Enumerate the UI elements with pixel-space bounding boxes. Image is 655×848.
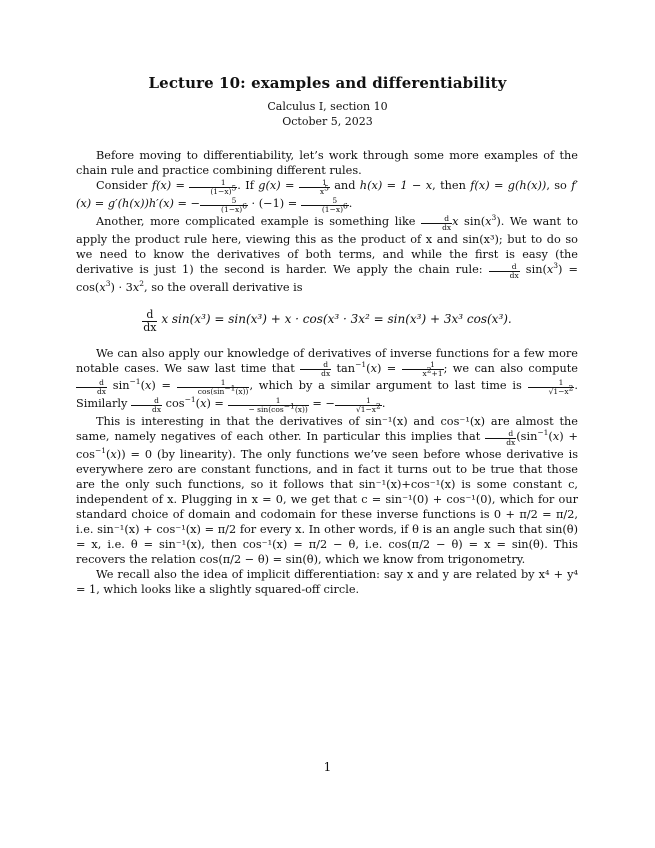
math-f-comp: f(x) = g(h(x))	[470, 179, 547, 192]
math-fprime: f′(x) = g′(h(x))h′(x) = −	[76, 179, 578, 210]
display-math: x sin(x³) = sin(x³) + x · cos(x³ · 3x² = sin(x³) + 3x³ cos(x³).	[161, 311, 512, 326]
title-block	[0, 74, 655, 128]
fraction: $\frac{1}{(1-x)^5}$	[189, 179, 237, 196]
fraction: $\frac{1}{x^2+1}$	[402, 361, 444, 378]
math-f-def: f(x) =	[151, 179, 190, 192]
math-fprime-tail: · (−1) =	[247, 196, 301, 210]
fraction: $\frac{d}{dx}$	[485, 430, 516, 447]
text-span: This is interesting in that the derivatives of sin⁻¹(x) and cos⁻¹(x) are almost the same, namely negatives of each other. In particular this implies that	[76, 415, 578, 444]
text-span: . Similarly	[76, 379, 579, 411]
fraction: $\frac{1}{\cos(\sin^{-1}(x))}$	[177, 379, 250, 396]
text-span: Another, more complicated example is something like	[96, 214, 422, 228]
fraction: $\frac{d}{dx}$	[143, 307, 157, 334]
text-span: . If	[237, 179, 259, 192]
fraction: $\frac{1}{√1-x^2}$	[335, 397, 382, 414]
paragraph-inverse-trig: We can also apply our knowledge of derivatives of inverse functions for a few more notable cases. We saw last time that $\frac{d}{dx}$ $\tan^{-1}(x)$ = $\frac{1}{x^2+1}$ ; we can also compute $\frac{d}{dx}$ $\sin^{-1}(x)$ = $\frac{1}{\cos(\sin^{-1}(x))}$ , which by a similar argument to last time is $\frac{1}{√1-x^2}$ . Similarly $\frac{d}{dx}$ $\cos^{-1}(x)$ = $\frac{1}{- \sin(\cos^{-1}(x))}$ = − $\frac{1}{√1-x^2}$ .	[76, 346, 579, 415]
fraction: $\frac{d}{dx}$	[489, 263, 520, 280]
text-span: , so	[546, 179, 567, 192]
fraction: $\frac{1}{- \sin(\cos^{-1}(x))}$	[228, 397, 309, 414]
paragraph-implicit: We recall also the idea of implicit differentiation: say x and y are related by x⁴ + y⁴ = 1, which looks like a slightly squared-off circle.	[76, 568, 578, 596]
text-span: , then	[432, 179, 471, 192]
page-title: Lecture 10: examples and differentiability	[148, 74, 507, 92]
text-span: ; we can also compute	[443, 361, 578, 375]
text-span: and	[329, 179, 360, 192]
page-number: 1	[323, 760, 332, 774]
math-h-def: h(x) = 1 − x	[359, 179, 433, 192]
text-span: Consider	[96, 179, 152, 192]
fraction: $\frac{d}{dx}$	[76, 379, 107, 396]
text-span: (by linearity). The only functions we’ve seen before whose derivative is everywhere zero are constant functions, and in fact it turns out to be true that those are the only such functions, so it follows that sin⁻¹(x)+cos⁻¹(x) is some constant c, independent of x. Plugging in x = 0, we get that c = sin⁻¹(0) + cos⁻¹(0), which for our standard choice of domain and codomain for these inverse functions is 0 + π/2 = π/2, i.e. sin⁻¹(x) + cos⁻¹(x) = π/2 for every x. In other words, if θ is an angle such that sin(θ) = x, i.e. θ = sin⁻¹(x), then cos⁻¹(x) = π/2 − θ, i.e. cos(π/2 − θ) = x = sin(θ). This recovers the relation cos(π/2 − θ) = sin(θ), which we know from trigonometry.	[76, 448, 578, 566]
paragraph-example-2: Another, more complicated example is something like $\frac{d}{dx}$ x $\sin(x^3)$. We want to apply the product rule here, viewing this as the product of x and sin(x³); but to do so we need to know the derivatives of both terms, and while the first is easy (the derivative is just 1) the second is harder. We apply the chain rule: $\frac{d}{dx}$ $\sin(x^3) = \cos(x^3) \cdot 3x^2$, so the overall derivative is	[76, 212, 579, 294]
fraction: $\frac{d}{dx}$	[421, 215, 452, 232]
lecture-date: October 5, 2023	[282, 115, 373, 128]
fraction: $\frac{5}{(1-x)^6}$	[301, 197, 349, 214]
text-span: . We want to apply the product rule here, viewing this as the product of x and sin(x³); but to do so we need to know the derivatives of both terms, and while the first is easy (the derivative is just 1) the second is harder. We apply the chain rule:	[76, 214, 578, 276]
lecture-body	[76, 148, 578, 597]
fraction: $\frac{d}{dx}$	[300, 361, 331, 378]
display-equation	[76, 309, 578, 334]
text-span: , so the overall derivative is	[144, 280, 303, 294]
course-subtitle: Calculus I, section 10	[267, 100, 388, 113]
math-g-def: g(x) =	[258, 179, 299, 192]
text-span: We can also apply our knowledge of derivatives of inverse functions for a few more notable cases. We saw last time that	[76, 346, 578, 375]
fraction: $\frac{d}{dx}$	[131, 397, 162, 414]
fraction: $\frac{1}{x^5}$	[299, 179, 330, 196]
fraction: $\frac{5}{(1-x)^6}$	[200, 197, 248, 214]
paragraph-example-1: Consider f(x) = $\frac{1}{(1-x)^5}$ . If g(x) = $\frac{1}{x^5}$ and h(x) = 1 − x, then f(x) = g(h(x)), so f′(x) = g′(h(x))h′(x) = − $\frac{5}{(1-x)^6}$ · (−1) = $\frac{5}{(1-x)^6}$ .	[76, 177, 578, 214]
text-span: , which by a similar argument to last time is	[249, 379, 528, 393]
paragraph-constant: This is interesting in that the derivatives of sin⁻¹(x) and cos⁻¹(x) are almost the same, namely negatives of each other. In particular this implies that $\frac{d}{dx}$ $(\sin^{-1}(x) + \cos^{-1}(x)) = 0$ (by linearity). The only functions we’ve seen before whose derivative is everywhere zero are constant functions, and in fact it turns out to be true that those are the only such functions, so it follows that sin⁻¹(x)+cos⁻¹(x) is some constant c, independent of x. Plugging in x = 0, we get that c = sin⁻¹(0) + cos⁻¹(0), which for our standard choice of domain and codomain for these inverse functions is 0 + π/2 = π/2, i.e. sin⁻¹(x) + cos⁻¹(x) = π/2 for every x. In other words, if θ is an angle such that sin(θ) = x, i.e. θ = sin⁻¹(x), then cos⁻¹(x) = π/2 − θ, i.e. cos(π/2 − θ) = x = sin(θ). This recovers the relation cos(π/2 − θ) = sin(θ), which we know from trigonometry.	[76, 415, 578, 566]
paragraph-intro: Before moving to differentiability, let’s work through some more examples of the chain rule and practice combining different rules.	[76, 149, 578, 177]
fraction: $\frac{1}{√1-x^2}$	[528, 379, 575, 396]
